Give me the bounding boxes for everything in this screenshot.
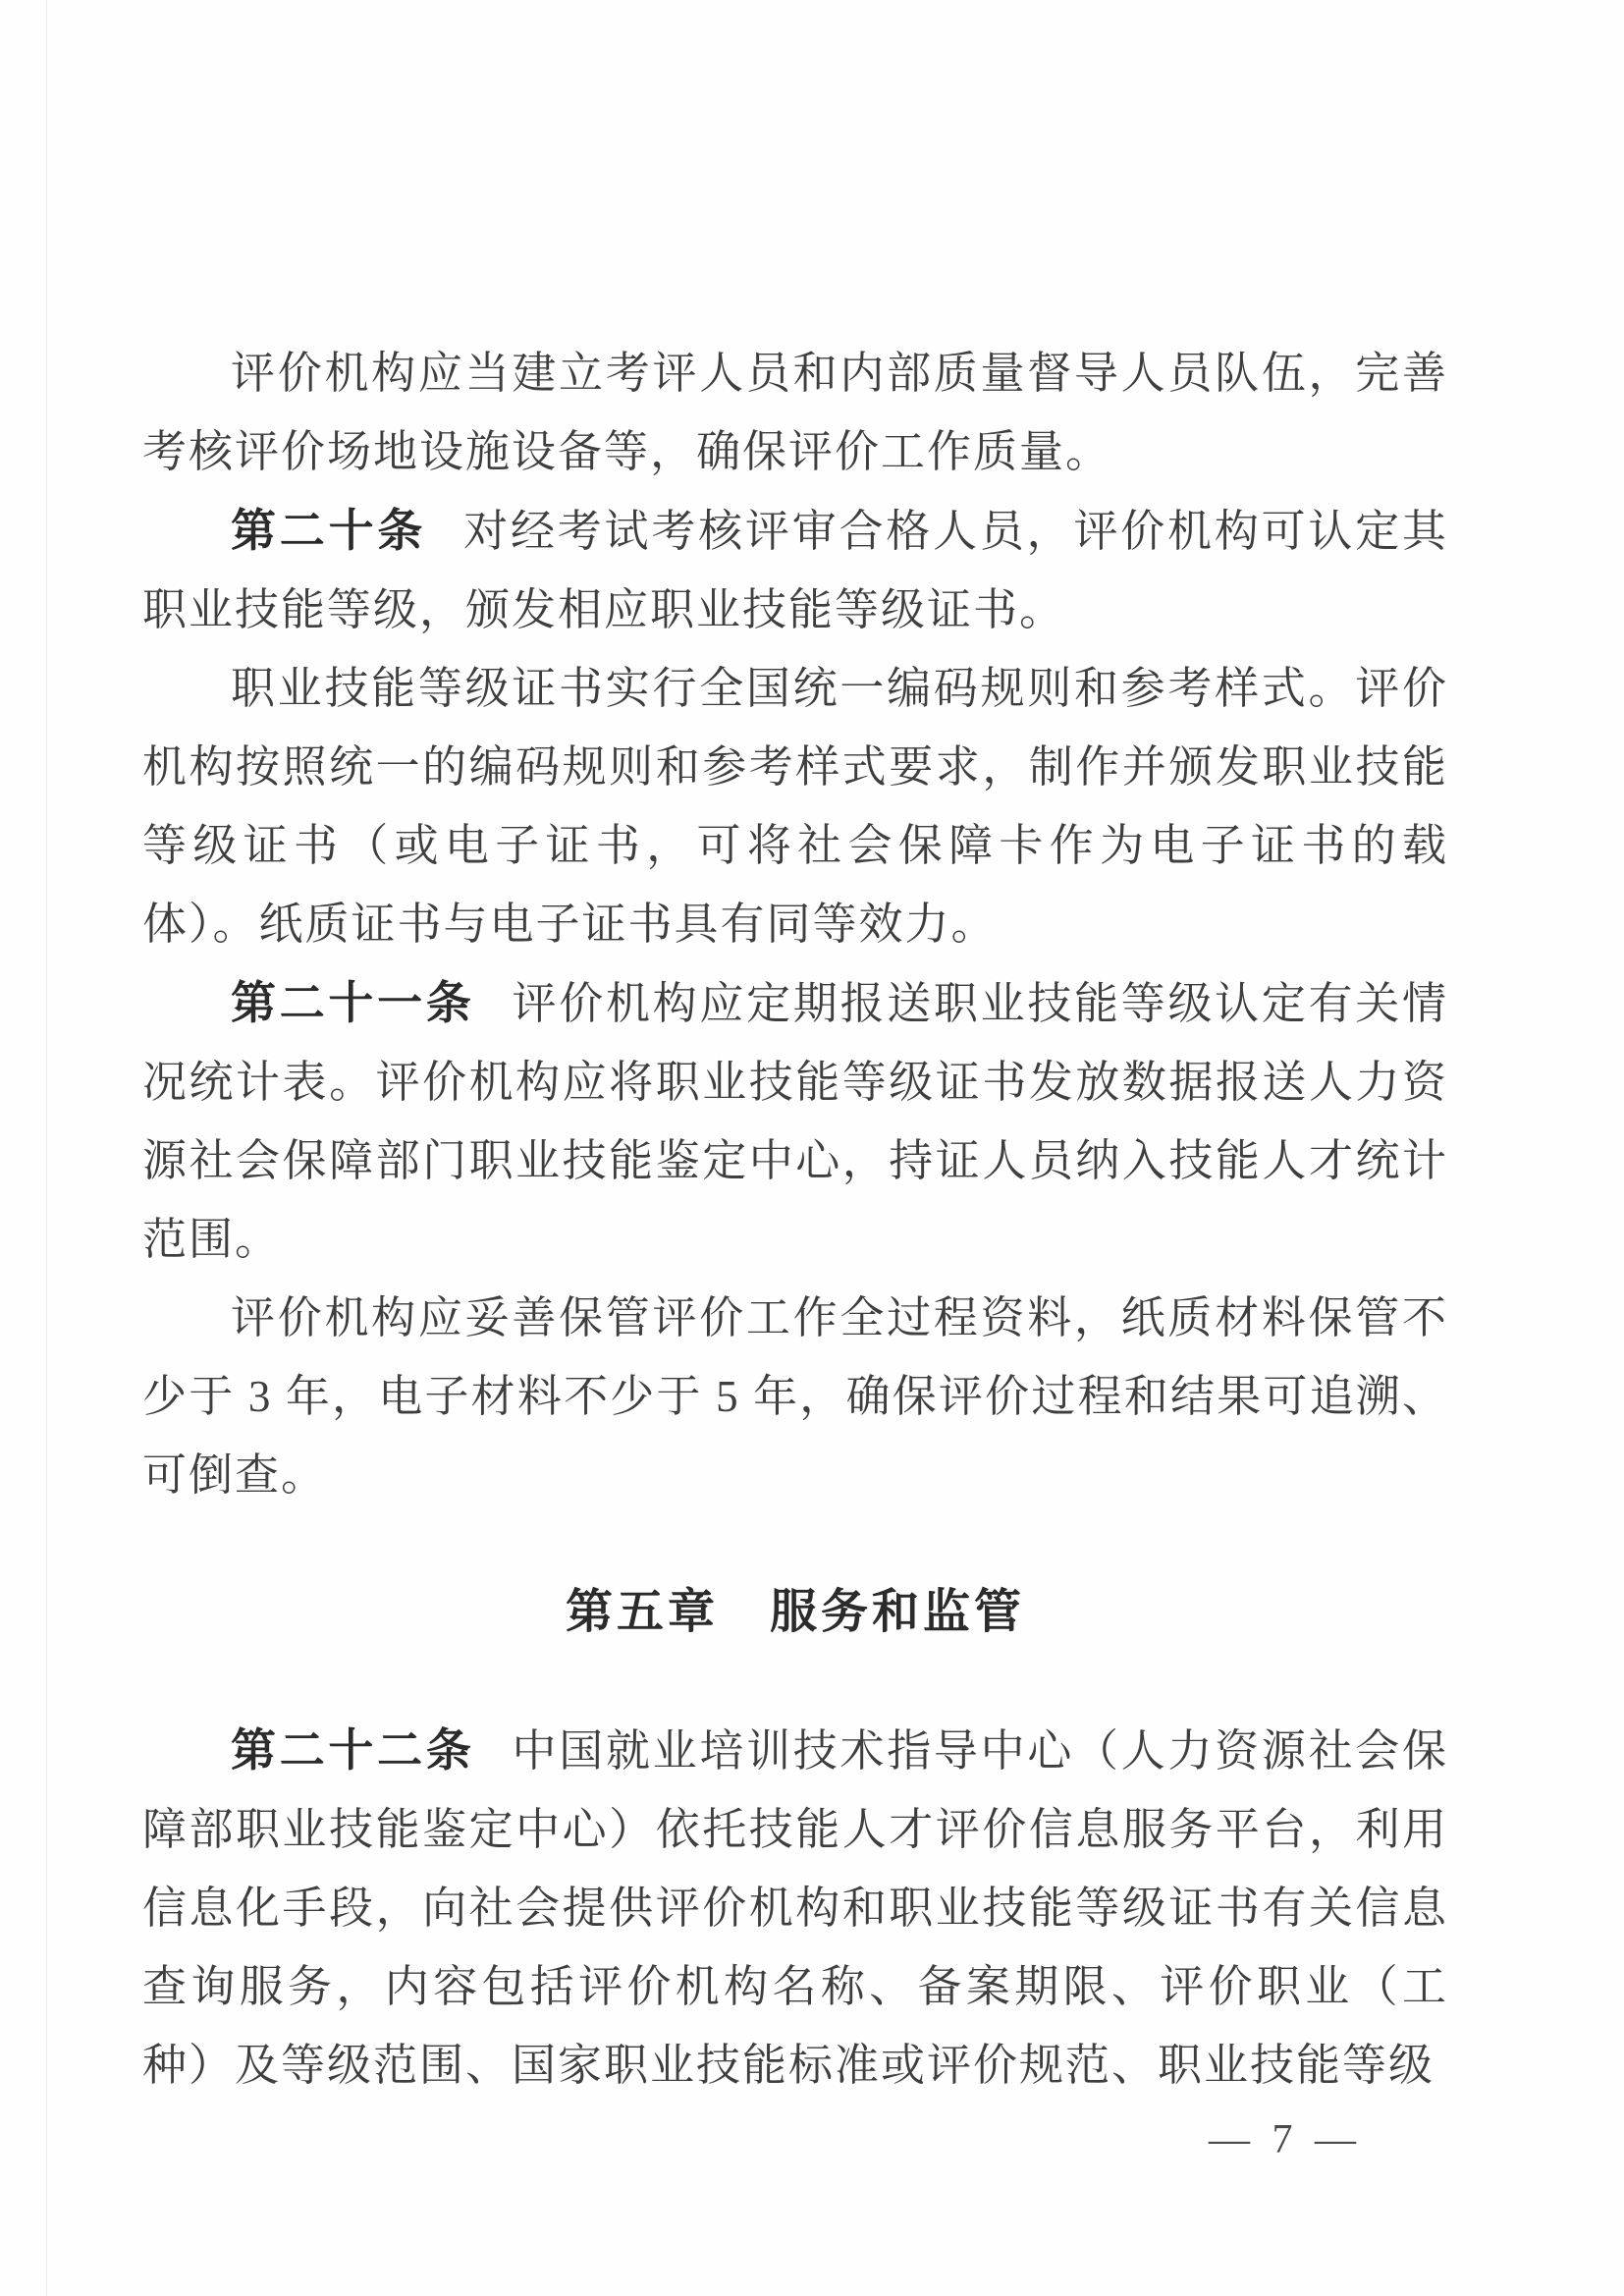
article-number: 第二十条 [231,505,427,556]
chapter-heading: 第五章 服务和监管 [565,1586,1025,1638]
paragraph-text: 对经考试考核评审合格人员，评价机构可认定其职业技能等级，颁发相应职业技能等级证书。 [142,507,1448,634]
paragraph [142,491,1448,649]
paragraph-text: 评价机构应当建立考评人员和内部质量督导人员队伍，完善考核评价场地设施设备等，确保评价工作质量。 [142,349,1448,476]
scan-edge-artifact [46,0,47,2296]
paragraph-text: 评价机构应妥善保管评价工作全过程资料，纸质材料保管不少于 3 年，电子材料不少于 5 年，确保评价过程和结果可追溯、可倒查。 [142,1293,1448,1500]
paragraph-text: 评价机构应定期报送职业技能等级认定有关情况统计表。评价机构应将职业技能等级证书发放数据报送人力资源社会保障部门职业技能鉴定中心，持证人员纳入技能人才统计范围。 [142,979,1448,1264]
article-number: 第二十一条 [231,977,475,1028]
paragraph-text: 职业技能等级证书实行全国统一编码规则和参考样式。评价机构按照统一的编码规则和参考样式要求，制作并颁发职业技能等级证书（或电子证书，可将社会保障卡作为电子证书的载体）。纸质证书与电子证书具有同等效力。 [142,664,1448,949]
document-body [142,0,1448,2163]
paragraph [142,649,1448,963]
paragraph [142,963,1448,1279]
page-number: — 7 — [1209,2117,1362,2162]
paragraph [142,1711,1448,2105]
paragraph-text: 中国就业培训技术指导中心（人力资源社会保障部职业技能鉴定中心）依托技能人才评价信息服务平台，利用信息化手段，向社会提供评价机构和职业技能等级证书有关信息查询服务，内容包括评价机构名称、备案期限、评价职业（工种）及等级范围、国家职业技能标准或评价规范、职业技能等级 [142,1726,1448,2090]
paragraph [142,1279,1448,1514]
paragraph [142,334,1448,491]
article-number: 第二十二条 [231,1724,475,1776]
